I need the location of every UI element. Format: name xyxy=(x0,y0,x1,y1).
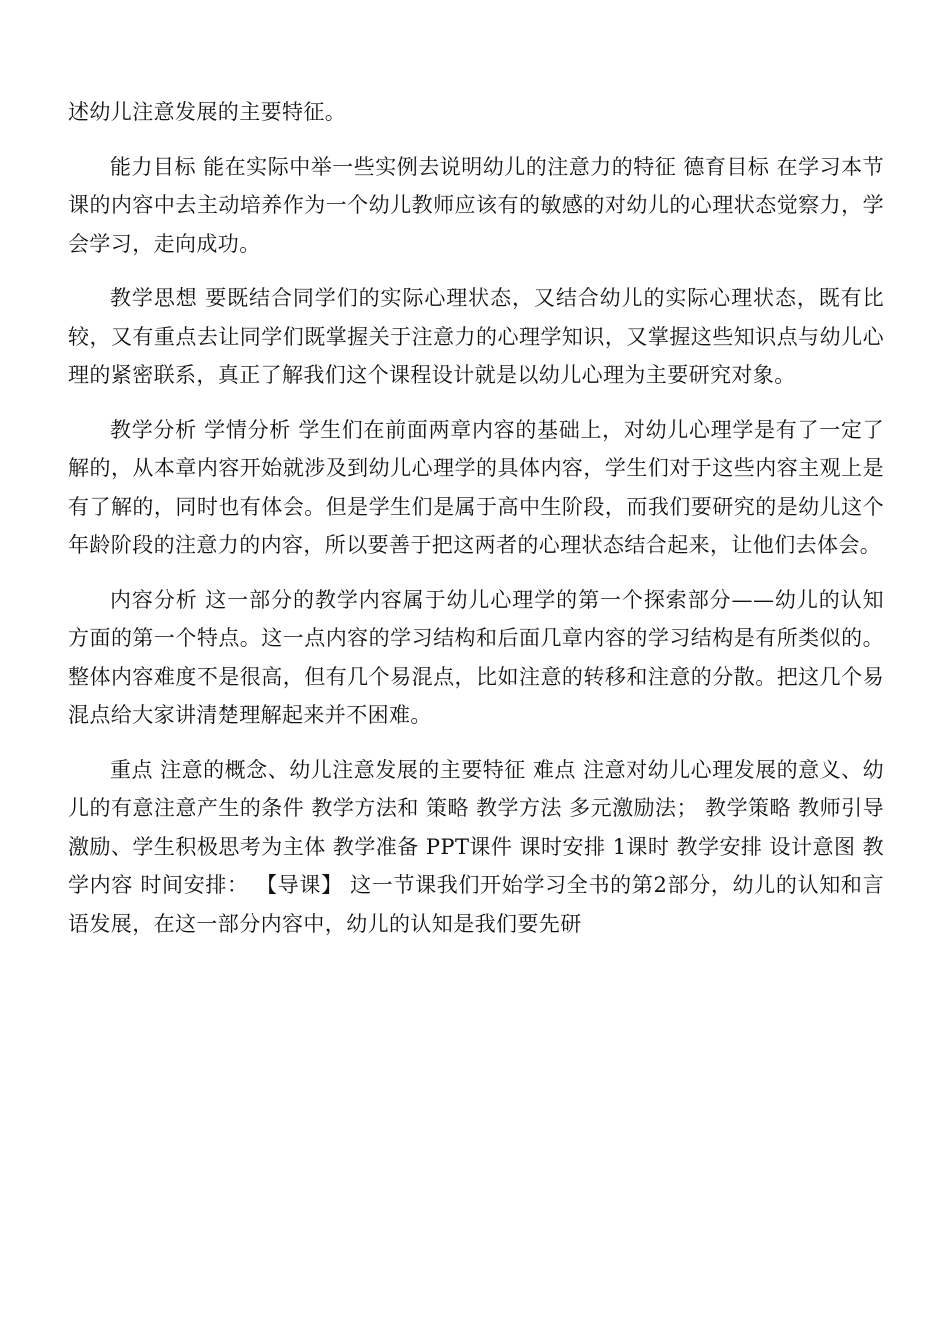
paragraph-content-analysis: 内容分析 这一部分的教学内容属于幼儿心理学的第一个探索部分——幼儿的认知方面的第一个特点。这一点内容的学习结构和后面几章内容的学习结构是有所类似的。整体内容难度不是很高，但有几个易混点，比如注意的转移和注意的分散。把这几个易混点给大家讲清楚理解起来并不困难。 xyxy=(68,587,884,727)
paragraph-key-points: 重点 注意的概念、幼儿注意发展的主要特征 难点 注意对幼儿心理发展的意义、幼儿的有意注意产生的条件 教学方法和 策略 教学方法 多元激励法； 教学策略 教师引导激励、学生积极思考为主体 教学准备 PPT课件 课时安排 1课时 教学安排 设计意图 教学内容 时间安排： 【导课】 这一节课我们开始学习全书的第2部分，幼儿的认知和言语发展，在这一部分内容中，幼儿的认知是我们要先研 xyxy=(68,757,884,936)
paragraph-ability-goal: 能力目标 能在实际中举一些实例去说明幼儿的注意力的特征 德育目标 在学习本节课的内容中去主动培养作为一个幼儿教师应该有的敏感的对幼儿的心理状态觉察力，学会学习，走向成功。 xyxy=(68,154,884,256)
paragraph-continuation: 述幼儿注意发展的主要特征。 xyxy=(68,100,347,124)
paragraph-teaching-thought: 教学思想 要既结合同学们的实际心理状态，又结合幼儿的实际心理状态，既有比较，又有重点去让同学们既掌握关于注意力的心理学知识，又掌握这些知识点与幼儿心理的紧密联系，真正了解我们这个课程设计就是以幼儿心理为主要研究对象。 xyxy=(68,286,884,387)
document-body xyxy=(68,93,884,959)
paragraph-teaching-analysis: 教学分析 学情分析 学生们在前面两章内容的基础上，对幼儿心理学是有了一定了解的，从本章内容开始就涉及到幼儿心理学的具体内容，学生们对于这些内容主观上是有了解的，同时也有体会。但是学生们是属于高中生阶段，而我们要研究的是幼儿这个年龄阶段的注意力的内容，所以要善于把这两者的心理状态结合起来，让他们去体会。 xyxy=(68,417,884,557)
